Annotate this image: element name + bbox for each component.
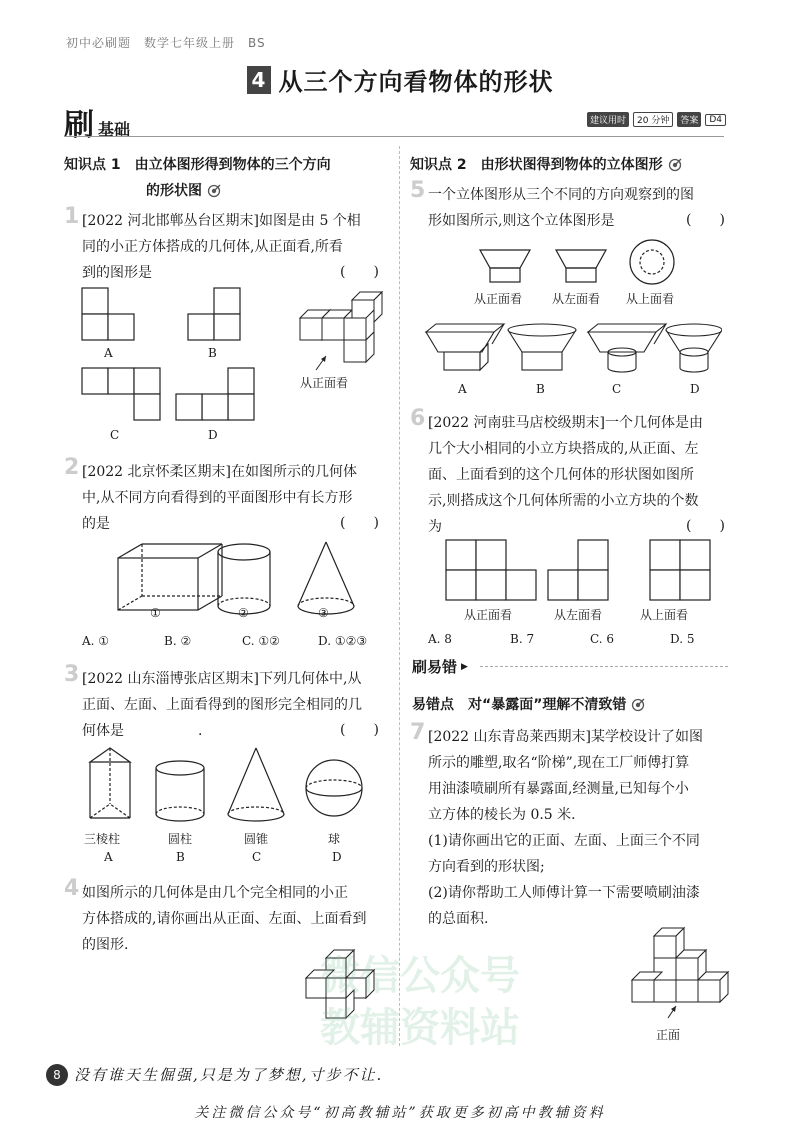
q2-line: 中,从不同方向看得到的平面图形中有长方形 — [82, 490, 353, 506]
q2-fig-label: ② — [238, 606, 249, 620]
target-icon — [631, 698, 645, 712]
q2-line: 的是 — [82, 516, 110, 532]
q3-answer-blank[interactable]: ( ) — [340, 722, 379, 738]
q1-number: 1 — [64, 204, 80, 229]
q6-answer-blank[interactable]: ( ) — [686, 518, 725, 534]
q5-line: 一个立体图形从三个不同的方向观察到的图 — [428, 187, 694, 203]
q1-option: D — [208, 428, 218, 442]
q5-option: B — [536, 382, 545, 396]
q7-line: (2)请你帮助工人师傅计算一下需要喷刷油漆 — [428, 885, 700, 901]
q2-option: D. ①②③ — [318, 634, 368, 648]
q6-line: 示,则搭成这个几何体所需的小立方块的个数 — [428, 493, 699, 509]
kp2-text: 知识点 2 由形状图得到物体的立体图形 — [410, 157, 663, 173]
yicuo-title: 刷易错 — [412, 658, 458, 676]
page-number: 8 — [46, 1064, 68, 1086]
q2-option: A. ① — [82, 634, 110, 648]
time-value: 20 分钟 — [633, 112, 673, 127]
q1-option: A — [104, 346, 113, 360]
q6-line: 为 — [428, 519, 442, 535]
q7-line: 用油漆喷刷所有暴露面,经测量,已知每个小 — [428, 781, 689, 797]
q2-option: C. ①② — [242, 634, 280, 648]
yicuo-rule — [480, 666, 728, 667]
kp1-line2-wrap — [64, 178, 331, 204]
yicuo-point — [412, 692, 645, 718]
page-motto: 没有谁天生倔强,只是为了梦想,寸步不让. — [74, 1066, 384, 1084]
q6-line: 面、上面看到的这个几何体的形状图如图所 — [428, 467, 694, 483]
q5-number: 5 — [410, 178, 426, 203]
watermark-line: 教辅资料站 — [320, 1005, 520, 1051]
q3-option: C — [252, 850, 262, 864]
q6-option: C. 6 — [590, 632, 615, 646]
q5-view-label: 从正面看 — [474, 292, 523, 306]
q3-option: A — [104, 850, 113, 864]
section-rule — [64, 136, 724, 137]
q1-arrow-label: 从正面看 — [300, 376, 349, 390]
q2-number: 2 — [64, 455, 80, 480]
knowledge-point-1 — [64, 152, 331, 204]
q4-line: 的图形. — [82, 937, 129, 953]
q6-view-label: 从左面看 — [554, 608, 603, 622]
section-badges — [587, 112, 726, 127]
q5-answer-blank[interactable]: ( ) — [686, 212, 725, 228]
q6-view-label: 从正面看 — [464, 608, 513, 622]
q6-views — [444, 538, 734, 604]
yicuo-point-text: 易错点 对“暴露面”理解不清致错 — [412, 697, 627, 713]
section-heading — [64, 100, 130, 144]
knowledge-point-2 — [410, 152, 682, 178]
q4-line: 方体搭成的,请你画出从正面、左面、上面看到 — [82, 911, 367, 927]
q3-option: D — [332, 850, 342, 864]
q6-line: [2022 河南驻马店校级期末]一个几何体是由 — [428, 415, 704, 431]
q1-figure — [64, 284, 400, 444]
kp1-line2: 的形状图 — [146, 183, 202, 199]
bottom-notice: 关注微信公众号“初高教辅站”获取更多初高中教辅资料 — [194, 1105, 606, 1121]
time-label: 建议用时 — [587, 112, 629, 127]
section-big-char: 刷 — [64, 108, 94, 143]
q4-text — [82, 880, 392, 958]
q2-fig-label: ① — [150, 606, 161, 620]
q3-shape-name: 三棱柱 — [84, 832, 121, 846]
kp1-line1: 知识点 1 由立体图形得到物体的三个方向 — [64, 157, 331, 173]
q4-line: 如图所示的几何体是由几个完全相同的小正 — [82, 885, 348, 901]
watermark-line: 微信公众号 — [320, 953, 520, 999]
q5-views — [470, 238, 700, 288]
q7-text — [428, 724, 738, 932]
running-header: 初中必刷题 数学七年级上册 BS — [66, 36, 266, 50]
section-small-label: 基础 — [98, 120, 131, 139]
q3-figure — [76, 744, 386, 828]
q1-line: 到的图形是 — [82, 265, 152, 281]
q6-option: D. 5 — [670, 632, 695, 646]
q5-view-label: 从上面看 — [626, 292, 675, 306]
q3-number: 3 — [64, 662, 80, 687]
q3-line: 正面、左面、上面看得到的图形完全相同的几 — [82, 697, 362, 713]
q5-options-figure — [422, 318, 722, 378]
target-icon — [668, 158, 682, 172]
yicuo-heading — [412, 656, 468, 677]
q1-option: C — [110, 428, 120, 442]
q3-option: B — [176, 850, 185, 864]
q6-option: B. 7 — [510, 632, 535, 646]
watermark — [290, 950, 550, 1054]
q7-line: (1)请你画出它的正面、左面、上面三个不同 — [428, 833, 700, 849]
q3-shape-name: 圆柱 — [168, 832, 193, 846]
q7-arrow-label: 正面 — [656, 1028, 681, 1042]
q1-line: 同的小正方体搭成的几何体,从正面看,所看 — [82, 239, 343, 255]
answer-value: D4 — [705, 114, 726, 126]
lesson-number: 4 — [247, 66, 271, 94]
q3-line: 何体是 — [82, 723, 124, 739]
q1-answer-blank[interactable]: ( ) — [340, 264, 379, 280]
q3-shape-name: 圆锥 — [244, 832, 269, 846]
lesson-title — [0, 62, 800, 97]
q7-line: 的总面积. — [428, 911, 489, 927]
q6-number: 6 — [410, 406, 426, 431]
q7-number: 7 — [410, 720, 426, 745]
q3-emphasis-dot: . — [198, 723, 203, 739]
q7-line: 方向看到的形状图; — [428, 859, 545, 875]
q4-number: 4 — [64, 876, 80, 901]
q2-answer-blank[interactable]: ( ) — [340, 515, 379, 531]
play-icon: ▶ — [461, 661, 468, 672]
target-icon — [207, 184, 221, 198]
q3-shape-name: 球 — [328, 832, 341, 846]
q5-option: C — [612, 382, 622, 396]
q7-figure — [628, 920, 740, 1030]
lesson-title-text: 从三个方向看物体的形状 — [278, 68, 554, 96]
answer-label: 答案 — [677, 112, 701, 127]
q1-line: [2022 河北邯郸丛台区期末]如图是由 5 个相 — [82, 213, 361, 229]
q2-fig-label: ③ — [318, 606, 329, 620]
q2-line: [2022 北京怀柔区期末]在如图所示的几何体 — [82, 464, 358, 480]
column-divider — [399, 146, 400, 1046]
q2-option: B. ② — [164, 634, 192, 648]
q5-option: A — [458, 382, 467, 396]
q5-view-label: 从左面看 — [552, 292, 601, 306]
q6-view-label: 从上面看 — [640, 608, 689, 622]
q6-line: 几个大小相同的小立方块搭成的,从正面、左 — [428, 441, 699, 457]
q7-line: 所示的雕塑,取名“阶梯”,现在工厂师傅打算 — [428, 755, 690, 771]
q1-option: B — [208, 346, 217, 360]
q5-option: D — [690, 382, 700, 396]
q5-line: 形如图所示,则这个立体图形是 — [428, 213, 615, 229]
q3-line: [2022 山东淄博张店区期末]下列几何体中,从 — [82, 671, 362, 687]
q7-line: 立方体的棱长为 0.5 米. — [428, 807, 576, 823]
q7-line: [2022 山东青岛莱西期末]某学校设计了如图 — [428, 729, 704, 745]
q6-option: A. 8 — [428, 632, 452, 646]
